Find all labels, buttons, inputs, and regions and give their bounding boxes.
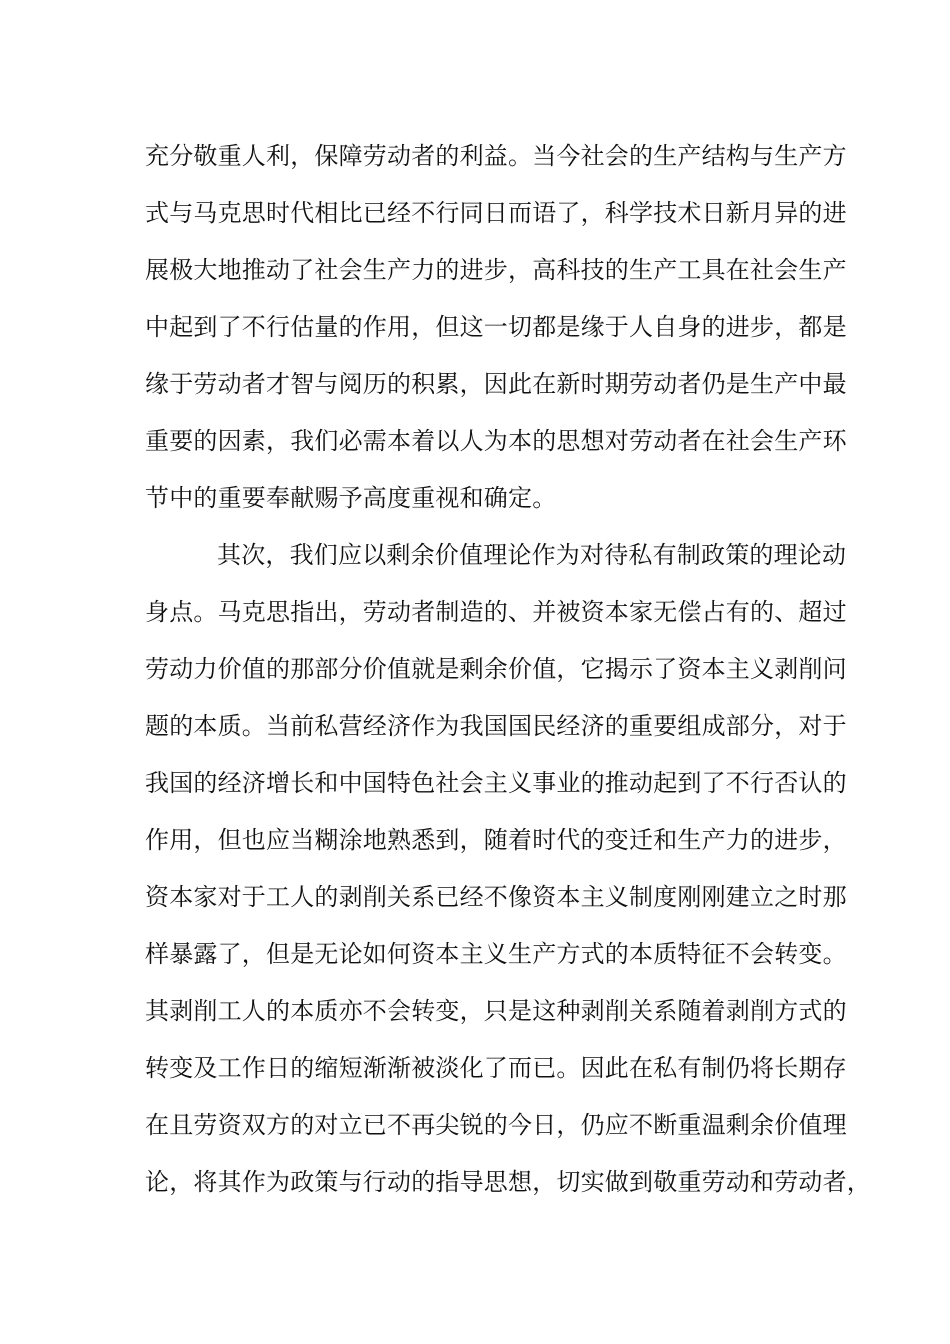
text-line: 样暴露了，但是无论如何资本主义生产方式的本质特征不会转变。	[145, 940, 847, 968]
text-line: 题的本质。当前私营经济作为我国国民经济的重要组成部分，对于	[145, 712, 847, 740]
text-line: 式与马克思时代相比已经不行同日而语了，科学技术日新月异的进	[145, 199, 847, 227]
text-line: 作用，但也应当糊涂地熟悉到，随着时代的变迁和生产力的进步，	[145, 826, 847, 854]
text-line: 重要的因素，我们必需本着以人为本的思想对劳动者在社会生产环	[145, 427, 847, 455]
text-line: 身点。马克思指出，劳动者制造的、并被资本家无偿占有的、超过	[145, 598, 847, 626]
text-line: 论，将其作为政策与行动的指导思想，切实做到敬重劳动和劳动者，	[145, 1168, 871, 1196]
text-line: 在且劳资双方的对立已不再尖锐的今日，仍应不断重温剩余价值理	[145, 1111, 847, 1139]
text-line: 劳动力价值的那部分价值就是剩余价值，它揭示了资本主义剥削问	[145, 655, 847, 683]
text-line: 充分敬重人利，保障劳动者的利益。当今社会的生产结构与生产方	[145, 142, 847, 170]
text-line: 资本家对于工人的剥削关系已经不像资本主义制度刚刚建立之时那	[145, 883, 847, 911]
text-line: 转变及工作日的缩短渐渐被淡化了而已。因此在私有制仍将长期存	[145, 1054, 847, 1082]
text-line: 节中的重要奉献赐予高度重视和确定。	[145, 484, 557, 512]
text-line: 其剥削工人的本质亦不会转变，只是这种剥削关系随着剥削方式的	[145, 997, 847, 1025]
text-line: 我国的经济增长和中国特色社会主义事业的推动起到了不行否认的	[145, 769, 847, 797]
text-line: 展极大地推动了社会生产力的进步，高科技的生产工具在社会生产	[145, 256, 847, 284]
body-text	[145, 128, 871, 1211]
text-line: 中起到了不行估量的作用，但这一切都是缘于人自身的进步，都是	[145, 313, 847, 341]
text-line: 缘于劳动者才智与阅历的积累，因此在新时期劳动者仍是生产中最	[145, 370, 847, 398]
paragraph-start-line: 其次，我们应以剩余价值理论作为对待私有制政策的理论动	[217, 541, 847, 569]
